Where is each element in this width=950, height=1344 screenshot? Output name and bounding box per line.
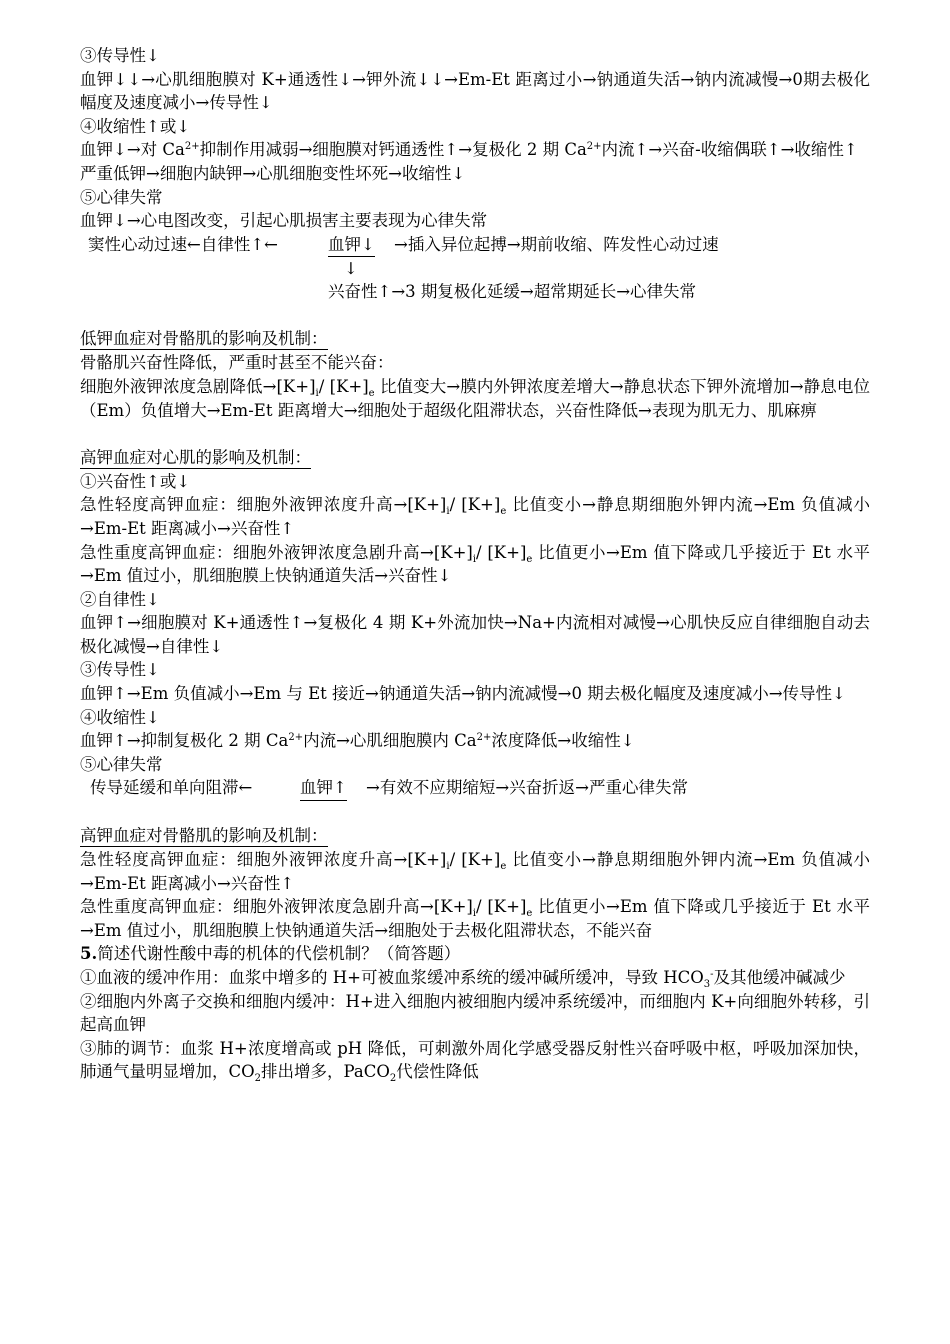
excit-title: ①兴奋性↑或↓ xyxy=(80,471,191,491)
diagram-right: →插入异位起搏→期前收缩、阵发性心动过速 xyxy=(394,234,719,254)
hyperk-conduct-title: ③传导性↓ xyxy=(80,660,160,680)
question5-title: 5.简述代谢性酸中毒的机体的代偿机制？（简答题） xyxy=(80,944,461,964)
hyperk-contract-title: ④收缩性↓ xyxy=(80,707,160,727)
hyperk-diagram-right: →有效不应期缩短→兴奋折返→严重心律失常 xyxy=(366,778,688,798)
hyperk-conduct-text: 血钾↑→Em 负值减小→Em 与 Et 接近→钠通道失活→钠内流减慢→0 期去极化幅度及速度减小→传导性↓ xyxy=(80,684,846,704)
arrhythmia-text: 血钾↓→心电图改变，引起心肌损害主要表现为心律失常 xyxy=(80,211,488,231)
spacer xyxy=(80,304,870,328)
conduct-text: 血钾↓↓→心肌细胞膜对 K+通透性↓→钾外流↓↓→Em-Et 距离过小→钠通道失活→钠内流减慢→0期去极化幅度及速度减小→传导性↓ xyxy=(80,69,870,113)
hyperk-muscle-severe: 急性重度高钾血症：细胞外液钾浓度急剧升高$\to[K+]_i/$ $[K+]_e$ 比值更小→Em 值下降或几乎接近于 Et 水平→Em 值过小，肌细胞膜上快钠通道失活→细胞处于去极化阻滞状态，不能兴奋 xyxy=(80,897,870,940)
question5-item2: ②细胞内外离子交换和细胞内缓冲：H+进入细胞内被细胞内缓冲系统缓冲，而细胞内 K+向细胞外转移，引起高血钾 xyxy=(80,991,870,1035)
diagram-left: 窦性心动过速←自律性↑← xyxy=(88,234,278,254)
hyperk-arrhythmia-diagram xyxy=(80,776,870,800)
hyperk-muscle-mild: 急性轻度高钾血症：细胞外液钾浓度升高$\to[K+]_i/$ $[K+]_e$ 比值变小→静息期细胞外钾内流→Em 负值减小→Em-Et 距离减小→兴奋性↑ xyxy=(80,850,870,893)
contract-severe: 严重低钾→细胞内缺钾→心肌细胞变性坏死→收缩性↓ xyxy=(80,163,466,183)
auto-title: ②自律性↓ xyxy=(80,589,160,609)
hyperk-mild: 急性轻度高钾血症：细胞外液钾浓度升高$\to[K+]_i/$ $[K+]_e$ 比值变小→静息期细胞外钾内流→Em 负值减小→Em-Et 距离减小→兴奋性↑ xyxy=(80,495,870,538)
question5-item3: ③肺的调节：血浆 H+浓度增高或 pH 降低，可刺激外周化学感受器反射性兴奋呼吸中枢，呼吸加深加快，肺通气量明显增加，$CO_2$排出增多，PaCO$_2$代偿性降低 xyxy=(80,1038,870,1085)
diagram-down-arrow: ↓ xyxy=(344,258,358,278)
arrhythmia-diagram xyxy=(80,233,870,304)
hyperk-diagram-left: 传导延缓和单向阻滞← xyxy=(90,778,253,798)
hyperk-contract-text: 血钾↑→抑制复极化 2 期 $Ca^{2+}$内流→心肌细胞膜内 $Ca^{2+}$浓度降低→收缩性↓ xyxy=(80,731,635,751)
hypok-muscle-line1: 骨骼肌兴奋性降低，严重时甚至不能兴奋： xyxy=(80,353,394,373)
contract-text: 血钾↓→对 $Ca^{2+}$抑制作用减弱→细胞膜对钙通透性↑→复极化 2 期 $Ca^{2+}$内流↑→兴奋-收缩偶联↑→收缩性↑ xyxy=(80,140,858,160)
hypok-muscle-line2: 细胞外液钾浓度急剧降低$\to[K+]_i/$ $[K+]_e$ 比值变大→膜内外钾浓度差增大→静息状态下钾外流增加→静息电位（Em）负值增大→Em-Et 距离增大→细胞处于超级化阻滞状态，兴奋性降低→表现为肌无力、肌麻痹 xyxy=(80,376,870,420)
arrhythmia-title: ⑤心律失常 xyxy=(80,187,163,207)
section-heading-hypok-muscle: 低钾血症对骨骼肌的影响及机制： xyxy=(80,329,328,349)
hyperk-severe: 急性重度高钾血症：细胞外液钾浓度急剧升高$\to[K+]_i/$ $[K+]_e$ 比值更小→Em 值下降或几乎接近于 Et 水平→Em 值过小，肌细胞膜上快钠通道失活→兴奋性↓ xyxy=(80,542,870,586)
diagram-center: 血钾↓ xyxy=(328,233,375,258)
contract-title: ④收缩性↑或↓ xyxy=(80,116,191,136)
conduct-title: ③传导性↓ xyxy=(80,46,160,65)
hyperk-diagram-center: 血钾↑ xyxy=(300,776,347,801)
auto-text: 血钾↑→细胞膜对 K+通透性↑→复极化 4 期 K+外流加快→Na+内流相对减慢→心肌快反应自律细胞自动去极化减慢→自律性↓ xyxy=(80,613,870,656)
spacer xyxy=(80,800,870,824)
spacer xyxy=(80,422,870,446)
diagram-bottom: 兴奋性↑→3 期复极化延缓→超常期延长→心律失常 xyxy=(328,281,697,301)
section-heading-hyperk-muscle: 高钾血症对骨骼肌的影响及机制： xyxy=(80,826,328,846)
hyperk-arrhythmia-title: ⑤心律失常 xyxy=(80,754,163,774)
question5-item1: ①血液的缓冲作用：血浆中增多的 H+可被血浆缓冲系统的缓冲碱所缓冲，导致 $HCO_3^-$及其他缓冲碱减少 xyxy=(80,968,846,990)
section-heading-hyperk-heart: 高钾血症对心肌的影响及机制： xyxy=(80,447,311,467)
